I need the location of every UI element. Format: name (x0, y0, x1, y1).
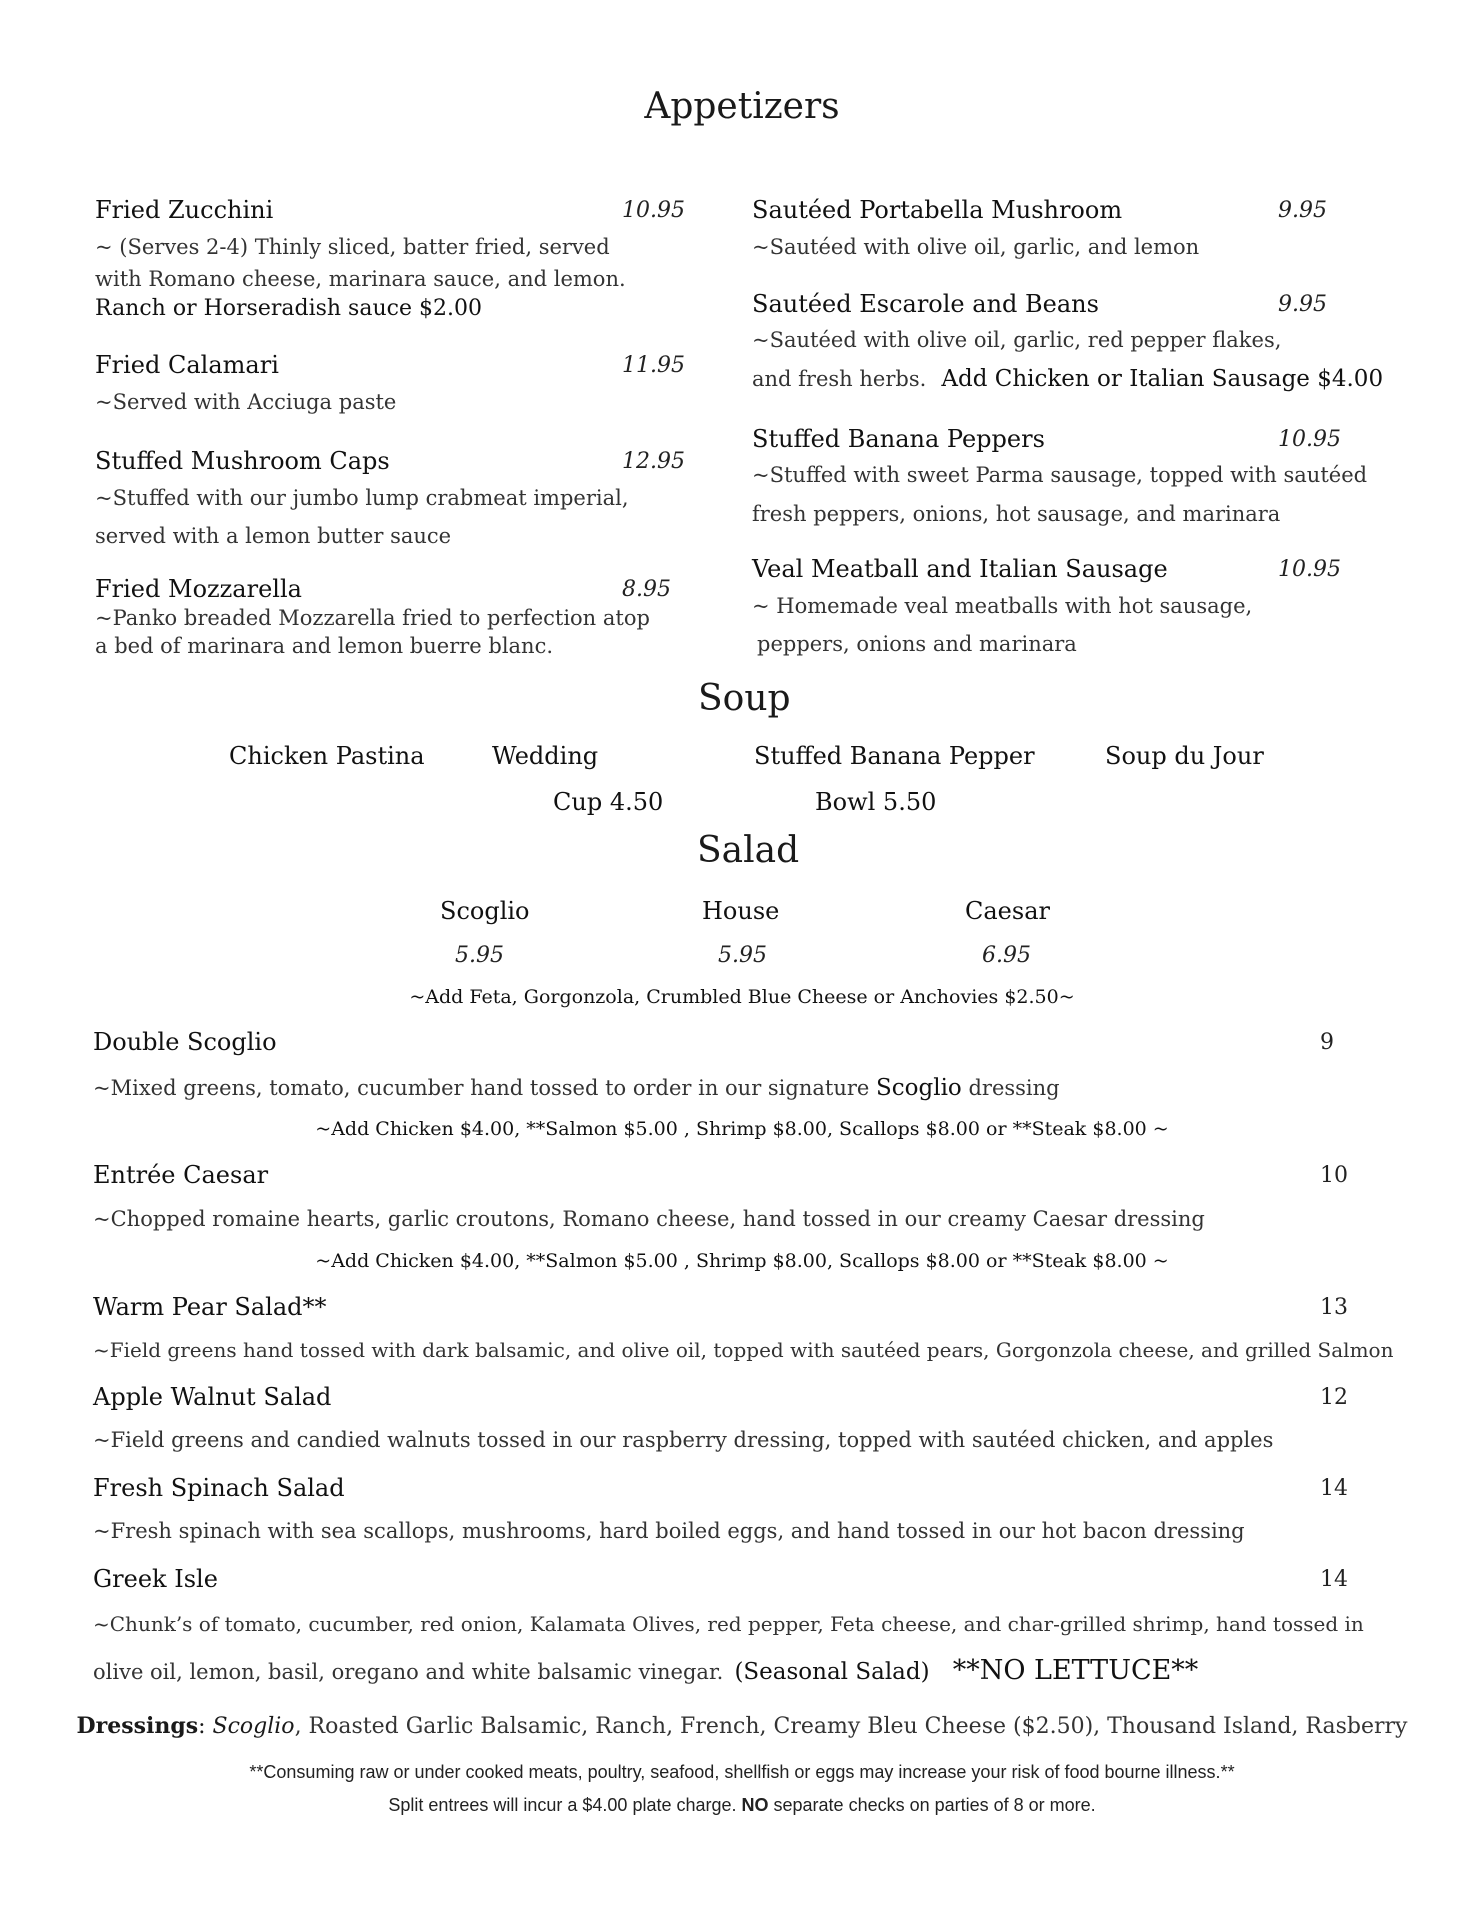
item-desc: ~Stuffed with our jumbo lump crabmeat imperial, (95, 486, 629, 510)
item-desc: ~Panko breaded Mozzarella fried to perfection atop (95, 606, 650, 630)
item-extra: Ranch or Horseradish sauce $2.00 (95, 296, 482, 321)
entree-price: 10 (1320, 1163, 1348, 1188)
item-price: 11.95 (622, 353, 685, 378)
entree-name: Greek Isle (93, 1565, 218, 1593)
item-name: Sautéed Escarole and Beans (752, 290, 1099, 318)
entree-name: Warm Pear Salad** (93, 1293, 327, 1321)
item-name: Veal Meatball and Italian Sausage (752, 555, 1168, 583)
item-name: Sautéed Portabella Mushroom (752, 196, 1123, 224)
soup-title: Soup (698, 678, 791, 719)
item-desc: ~Sautéed with olive oil, garlic, red pepper flakes, (752, 328, 1282, 352)
item-price: 8.95 (622, 577, 671, 602)
dressings-label: Dressings (76, 1713, 199, 1739)
item-name: Stuffed Banana Peppers (752, 425, 1045, 453)
soup-type: Soup du Jour (1105, 742, 1264, 770)
split-policy (0, 1795, 1484, 1816)
item-desc: with Romano cheese, marinara sauce, and lemon. (95, 267, 626, 291)
entree-desc: ~Field greens and candied walnuts tossed in our raspberry dressing, topped with sautéed chicken, and apples (93, 1428, 1274, 1452)
entree-desc-text: dressing (961, 1076, 1060, 1100)
entree-name: Apple Walnut Salad (93, 1383, 332, 1411)
salad-addon: ~Add Feta, Gorgonzola, Crumbled Blue Cheese or Anchovies $2.50~ (409, 986, 1075, 1008)
item-desc: ~Sautéed with olive oil, garlic, and lemon (752, 235, 1200, 259)
entree-price: 13 (1320, 1295, 1348, 1320)
entree-desc: ~Fresh spinach with sea scallops, mushrooms, hard boiled eggs, and hand tossed in our hot bacon dressing (93, 1519, 1245, 1543)
entree-desc: ~Chunk’s of tomato, cucumber, red onion, Kalamata Olives, red pepper, Feta cheese, and char-grilled shrimp, hand tossed in (93, 1612, 1364, 1636)
entree-desc-line (93, 1655, 1198, 1686)
entree-desc-text: ~Mixed greens, tomato, cucumber hand tossed to order in our signature (93, 1076, 876, 1100)
soup-type: Stuffed Banana Pepper (754, 742, 1035, 770)
appetizers-title: Appetizers (644, 86, 840, 127)
salad-type: Caesar (965, 897, 1050, 925)
entree-name: Fresh Spinach Salad (93, 1474, 345, 1502)
salad-type: House (702, 897, 780, 925)
dressings-first: Scoglio (212, 1714, 295, 1739)
entree-price: 14 (1320, 1476, 1348, 1501)
entree-price: 9 (1320, 1030, 1334, 1055)
item-name: Fried Calamari (95, 351, 279, 379)
soup-bowl-price: Bowl 5.50 (815, 788, 937, 816)
food-safety-warning: **Consuming raw or under cooked meats, poultry, seafood, shellfish or eggs may increase your risk of food bourne illness.** (249, 1762, 1235, 1782)
dressings-list: , Roasted Garlic Balsamic, Ranch, French, Creamy Bleu Cheese ($2.50), Thousand Island, Rasberry (294, 1714, 1408, 1739)
item-desc-line (752, 366, 1383, 392)
item-name: Fried Mozzarella (95, 575, 302, 603)
entree-name: Double Scoglio (93, 1028, 277, 1056)
item-desc: ~Served with Acciuga paste (95, 390, 397, 414)
salad-title: Salad (697, 830, 800, 871)
entree-desc-bold: Scoglio (876, 1075, 962, 1101)
dressings-line: Dressings: Scoglio, Roasted Garlic Balsamic, Ranch, French, Creamy Bleu Cheese ($2.50), Thousand Island, Rasberry (76, 1713, 1408, 1739)
split-policy-no: NO (741, 1795, 769, 1815)
seasonal-note: (Seasonal Salad) (734, 1659, 930, 1685)
item-name: Fried Zucchini (95, 196, 274, 224)
item-price: 12.95 (622, 449, 685, 474)
entree-addon: ~Add Chicken $4.00, **Salmon $5.00 , Shrimp $8.00, Scallops $8.00 or **Steak $8.00 ~ (315, 1250, 1169, 1272)
entree-name: Entrée Caesar (93, 1161, 269, 1189)
salad-price: 6.95 (982, 943, 1031, 968)
soup-cup-price: Cup 4.50 (553, 788, 664, 816)
item-price: 10.95 (1278, 557, 1341, 582)
salad-price: 5.95 (718, 943, 767, 968)
soup-type: Chicken Pastina (229, 742, 425, 770)
item-desc: served with a lemon butter sauce (95, 524, 452, 548)
item-desc: a bed of marinara and lemon buerre blanc. (95, 634, 554, 658)
item-price: 10.95 (1278, 427, 1341, 452)
salad-type: Scoglio (440, 897, 530, 925)
item-price: 9.95 (1278, 292, 1327, 317)
item-desc: ~ (Serves 2-4) Thinly sliced, batter fried, served (95, 235, 610, 259)
entree-price: 14 (1320, 1567, 1348, 1592)
item-desc: ~Stuffed with sweet Parma sausage, topped with sautéed (752, 463, 1368, 487)
item-desc: peppers, onions and marinara (757, 632, 1077, 656)
item-price: 9.95 (1278, 198, 1327, 223)
entree-addon: ~Add Chicken $4.00, **Salmon $5.00 , Shrimp $8.00, Scallops $8.00 or **Steak $8.00 ~ (315, 1118, 1169, 1140)
split-policy-text: Split entrees will incur a $4.00 plate charge. (388, 1795, 742, 1815)
item-name: Stuffed Mushroom Caps (95, 447, 390, 475)
item-desc: ~ Homemade veal meatballs with hot sausage, (752, 594, 1253, 618)
item-desc: and fresh herbs. (752, 367, 927, 391)
item-desc: fresh peppers, onions, hot sausage, and marinara (752, 502, 1281, 526)
no-lettuce-note: **NO LETTUCE** (952, 1655, 1199, 1686)
item-extra: Add Chicken or Italian Sausage $4.00 (941, 366, 1384, 392)
item-price: 10.95 (622, 198, 685, 223)
entree-desc: olive oil, lemon, basil, oregano and white balsamic vinegar. (93, 1660, 724, 1684)
entree-desc: ~Field greens hand tossed with dark balsamic, and olive oil, topped with sautéed pears, Gorgonzola cheese, and grilled Salmon (93, 1338, 1394, 1362)
soup-type: Wedding (492, 742, 599, 770)
salad-price: 5.95 (455, 943, 504, 968)
entree-price: 12 (1320, 1385, 1348, 1410)
split-policy-text: separate checks on parties of 8 or more. (768, 1795, 1096, 1815)
entree-desc: ~Chopped romaine hearts, garlic croutons, Romano cheese, hand tossed in our creamy Caesar dressing (93, 1207, 1205, 1231)
entree-desc (93, 1075, 1060, 1101)
